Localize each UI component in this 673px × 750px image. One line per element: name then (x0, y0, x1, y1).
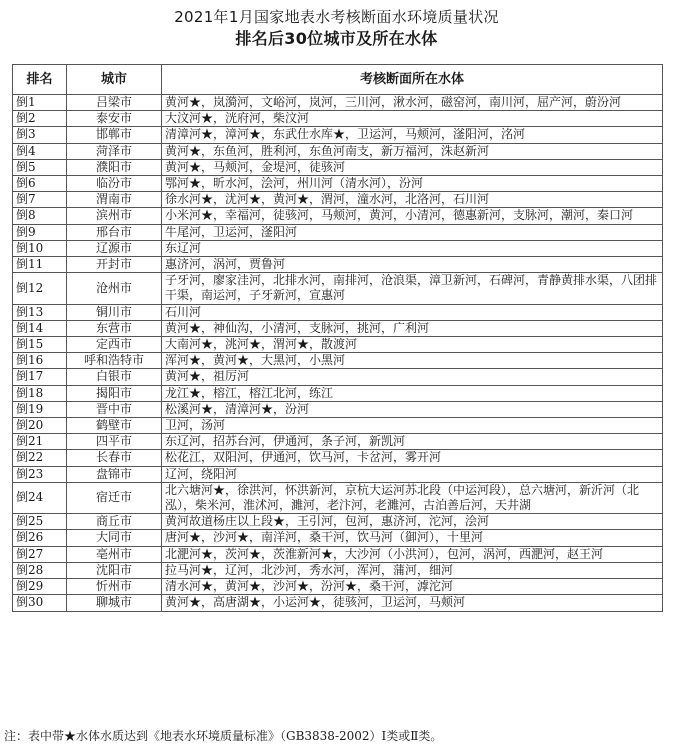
table-row (13, 192, 663, 208)
rank-cell: 倒22 (13, 450, 67, 466)
rivers-cell: 浑河★，黄河★，大黑河，小黑河 (162, 353, 663, 369)
table-row (13, 240, 663, 256)
rivers-cell: 黄河★，岚漪河，文峪河，岚河，三川河，湫水河，磁窑河，南川河，屈产河，蔚汾河 (162, 95, 663, 111)
rivers-cell: 清水河★，黄河★，沙河★，汾河★，桑干河，滹沱河 (162, 579, 663, 595)
rank-cell: 倒8 (13, 208, 67, 224)
table-row (13, 337, 663, 353)
rank-cell: 倒21 (13, 434, 67, 450)
city-cell: 吕梁市 (67, 95, 162, 111)
city-cell: 菏泽市 (67, 143, 162, 159)
table-row (13, 434, 663, 450)
header-rank: 排名 (13, 65, 67, 95)
rivers-cell: 松花江，双阳河，伊通河，饮马河，卡岔河，雾开河 (162, 450, 663, 466)
rank-cell: 倒14 (13, 320, 67, 336)
city-cell: 聊城市 (67, 595, 162, 611)
rivers-cell: 卫河，汤河 (162, 418, 663, 434)
table-row (13, 401, 663, 417)
city-cell: 泰安市 (67, 111, 162, 127)
table-row (13, 159, 663, 175)
rank-cell: 倒1 (13, 95, 67, 111)
city-cell: 东营市 (67, 320, 162, 336)
table-row (13, 143, 663, 159)
rivers-cell: 大南河★，洮河★，渭河★，散渡河 (162, 337, 663, 353)
rank-cell: 倒15 (13, 337, 67, 353)
table-row (13, 595, 663, 611)
city-cell: 宿迁市 (67, 482, 162, 513)
rivers-cell: 徐水河★，沋河★，黄河★，渭河，潼水河，北洛河，石川河 (162, 192, 663, 208)
title-line-1: 2021年1月国家地表水考核断面水环境质量状况 (174, 8, 499, 26)
rivers-cell: 小米河★，幸福河，徒骇河，马颊河，黄河，小清河，德惠新河，支脉河，潮河，秦口河 (162, 208, 663, 224)
rivers-cell: 龙江★，榕江，榕江北河，练江 (162, 385, 663, 401)
rivers-cell: 牛尾河，卫运河，滏阳河 (162, 224, 663, 240)
city-cell: 晋中市 (67, 401, 162, 417)
table-row (13, 418, 663, 434)
rank-cell: 倒25 (13, 514, 67, 530)
city-cell: 商丘市 (67, 514, 162, 530)
rank-cell: 倒18 (13, 385, 67, 401)
title-line-2: 排名后30位城市及所在水体 (235, 29, 438, 48)
rank-cell: 倒23 (13, 466, 67, 482)
city-cell: 盘锦市 (67, 466, 162, 482)
rivers-cell: 黄河★，高唐湖★，小运河★，徒骇河，卫运河，马颊河 (162, 595, 663, 611)
table-row (13, 466, 663, 482)
document-title (0, 0, 673, 50)
table-row (13, 208, 663, 224)
table-row (13, 385, 663, 401)
rank-cell: 倒30 (13, 595, 67, 611)
rank-cell: 倒19 (13, 401, 67, 417)
city-cell: 忻州市 (67, 579, 162, 595)
city-cell: 铜川市 (67, 304, 162, 320)
rivers-cell: 东辽河 (162, 240, 663, 256)
table-row (13, 579, 663, 595)
rivers-cell: 黄河★，马颊河，金堤河，徒骇河 (162, 159, 663, 175)
rivers-cell: 黄河★，祖厉河 (162, 369, 663, 385)
city-cell: 邯郸市 (67, 127, 162, 143)
rank-cell: 倒5 (13, 159, 67, 175)
table-row (13, 353, 663, 369)
city-cell: 鹤壁市 (67, 418, 162, 434)
rank-cell: 倒2 (13, 111, 67, 127)
rank-cell: 倒3 (13, 127, 67, 143)
city-cell: 定西市 (67, 337, 162, 353)
table-row (13, 273, 663, 304)
ranking-table (12, 64, 663, 612)
table-row (13, 95, 663, 111)
city-cell: 辽源市 (67, 240, 162, 256)
rivers-cell: 拉马河★，辽河，北沙河，秀水河，浑河，蒲河，细河 (162, 562, 663, 578)
rank-cell: 倒12 (13, 273, 67, 304)
table-row (13, 111, 663, 127)
city-cell: 亳州市 (67, 546, 162, 562)
rivers-cell: 黄河★，神仙沟，小清河，支脉河，挑河，广利河 (162, 320, 663, 336)
header-rivers: 考核断面所在水体 (162, 65, 663, 95)
city-cell: 邢台市 (67, 224, 162, 240)
rank-cell: 倒17 (13, 369, 67, 385)
city-cell: 沈阳市 (67, 562, 162, 578)
table-row (13, 450, 663, 466)
table-row (13, 530, 663, 546)
table-body (13, 95, 663, 612)
rank-cell: 倒20 (13, 418, 67, 434)
rank-cell: 倒27 (13, 546, 67, 562)
rivers-cell: 惠济河，涡河，贾鲁河 (162, 257, 663, 273)
table-row (13, 320, 663, 336)
rank-cell: 倒11 (13, 257, 67, 273)
rivers-cell: 石川河 (162, 304, 663, 320)
city-cell: 呼和浩特市 (67, 353, 162, 369)
rank-cell: 倒29 (13, 579, 67, 595)
rivers-cell: 黄河故道杨庄以上段★，王引河，包河，惠济河，沱河，浍河 (162, 514, 663, 530)
rivers-cell: 子牙河，廖家洼河，北排水河，南排河，沧浪渠，漳卫新河，石碑河，青静黄排水渠，八团排干渠，南运河，子牙新河，宣惠河 (162, 273, 663, 304)
city-cell: 渭南市 (67, 192, 162, 208)
table-row (13, 224, 663, 240)
rank-cell: 倒4 (13, 143, 67, 159)
table-row (13, 176, 663, 192)
table-header-row (13, 65, 663, 95)
city-cell: 白银市 (67, 369, 162, 385)
rivers-cell: 唐河★，沙河★，南洋河，桑干河，饮马河（御河），十里河 (162, 530, 663, 546)
city-cell: 滨州市 (67, 208, 162, 224)
header-city: 城市 (67, 65, 162, 95)
rivers-cell: 北六塘河★，徐洪河，怀洪新河，京杭大运河苏北段（中运河段），总六塘河，新沂河（北泓），柴米河，淮沭河，濉河，老汴河，老濉河，古泊善后河，天井湖 (162, 482, 663, 513)
footnote: 注：表中带★水体水质达到《地表水环境质量标准》（GB3838-2002）Ⅰ类或Ⅱ类。 (4, 729, 443, 743)
table-row (13, 482, 663, 513)
rivers-cell: 黄河★，东鱼河，胜利河，东鱼河南支，新万福河，洙赵新河 (162, 143, 663, 159)
city-cell: 大同市 (67, 530, 162, 546)
rivers-cell: 松溪河★，清漳河★，汾河 (162, 401, 663, 417)
rivers-cell: 清漳河★，漳河★，东武仕水库★，卫运河，马颊河，滏阳河，洺河 (162, 127, 663, 143)
rank-cell: 倒9 (13, 224, 67, 240)
city-cell: 临汾市 (67, 176, 162, 192)
rivers-cell: 辽河，绕阳河 (162, 466, 663, 482)
table-row (13, 369, 663, 385)
rank-cell: 倒28 (13, 562, 67, 578)
rank-cell: 倒13 (13, 304, 67, 320)
city-cell: 揭阳市 (67, 385, 162, 401)
rank-cell: 倒16 (13, 353, 67, 369)
rank-cell: 倒6 (13, 176, 67, 192)
rank-cell: 倒24 (13, 482, 67, 513)
rank-cell: 倒7 (13, 192, 67, 208)
table-row (13, 562, 663, 578)
rivers-cell: 北淝河★，茨河★，茨淮新河★，大沙河（小洪河），包河，涡河，西淝河，赵王河 (162, 546, 663, 562)
table-row (13, 127, 663, 143)
city-cell: 四平市 (67, 434, 162, 450)
rank-cell: 倒10 (13, 240, 67, 256)
table-row (13, 546, 663, 562)
rank-cell: 倒26 (13, 530, 67, 546)
city-cell: 长春市 (67, 450, 162, 466)
city-cell: 开封市 (67, 257, 162, 273)
table-row (13, 257, 663, 273)
table-row (13, 304, 663, 320)
table-row (13, 514, 663, 530)
rivers-cell: 鄂河★，昕水河，浍河，州川河（清水河），汾河 (162, 176, 663, 192)
city-cell: 濮阳市 (67, 159, 162, 175)
rivers-cell: 东辽河，招苏台河，伊通河，条子河，新凯河 (162, 434, 663, 450)
rivers-cell: 大汶河★，洸府河，柴汶河 (162, 111, 663, 127)
city-cell: 沧州市 (67, 273, 162, 304)
